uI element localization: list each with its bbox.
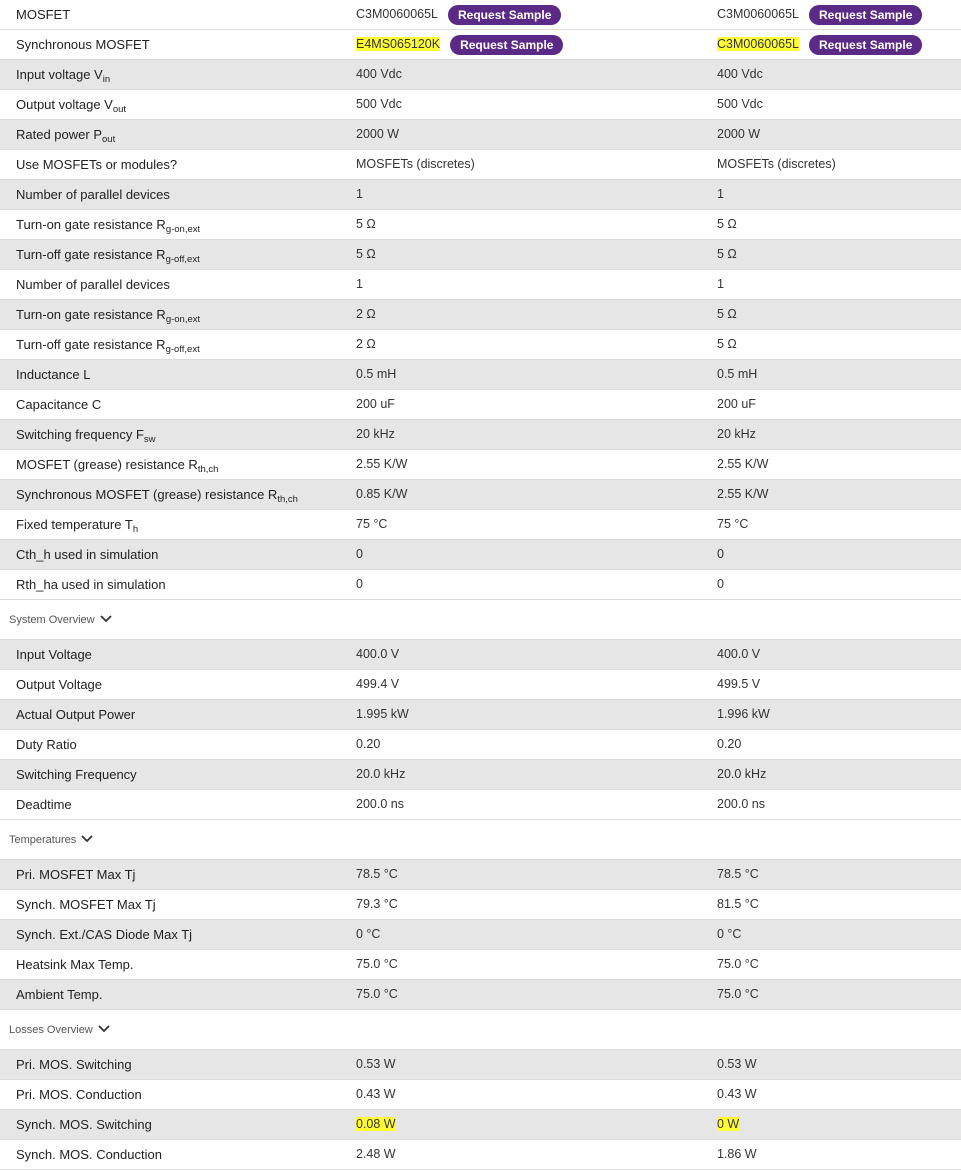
row-label-text: Fixed temperature T [16,517,133,532]
value-text: 0.85 K/W [356,487,408,501]
row-label-text: Synch. MOS. Conduction [16,1147,162,1162]
value-text: 5 Ω [717,337,737,351]
section-title [9,1024,110,1036]
row-label [16,360,90,389]
value-col-2 [717,150,836,179]
value-text: 499.5 V [717,677,761,691]
value-col-1 [356,390,395,419]
row-label-text: Synchronous MOSFET (grease) resistance R [16,487,278,502]
value-text: 75.0 °C [717,987,759,1001]
value-col-1 [356,700,409,729]
table-row [0,540,961,570]
row-label [16,730,77,759]
value-col-2 [717,570,724,599]
table-row [0,670,961,700]
row-label-subscript: out [112,104,127,115]
value-col-2 [717,730,741,759]
value-col-2 [717,1050,757,1079]
table-row [0,730,961,760]
value-col-2 [717,790,765,819]
table-row [0,180,961,210]
table-row [0,270,961,300]
value-col-1 [356,1050,396,1079]
section-title-text: System Overview [9,614,95,626]
value-col-1 [356,240,376,269]
value-text: 2.48 W [356,1147,396,1161]
section-title [9,614,112,626]
value-text: 0.43 W [356,1087,396,1101]
table-row [0,860,961,890]
value-col-2 [717,360,757,389]
value-text: 0 [356,577,363,591]
value-col-1 [356,860,398,889]
table-row [0,700,961,730]
table-row [0,640,961,670]
value-text: 1 [717,277,724,291]
row-label [16,1110,152,1139]
value-col-1 [356,950,398,979]
table-row [0,1110,961,1140]
value-text: 499.4 V [356,677,400,691]
row-label-text: MOSFET [16,7,71,22]
value-text: 20 kHz [356,427,395,441]
value-col-2 [717,540,724,569]
row-label [16,700,135,729]
value-col-2 [717,980,759,1009]
row-label-text: Output voltage V [16,97,113,112]
value-col-2 [717,640,760,669]
row-label-text: Pri. MOS. Switching [16,1057,132,1072]
value-col-1 [356,540,363,569]
section-header-temperatures[interactable] [0,820,961,860]
table-row [0,480,961,510]
value-col-1 [356,980,398,1009]
row-label [16,790,72,819]
value-col-1 [356,640,399,669]
value-text: 2.55 K/W [717,457,769,471]
value-col-2 [717,480,768,509]
value-text: 1.996 kW [717,707,770,721]
value-text: 2.55 K/W [356,457,408,471]
value-text: 5 Ω [717,247,737,261]
row-label-text: Input Voltage [16,647,92,662]
row-label [16,300,200,329]
value-col-2 [717,670,760,699]
value-col-2 [717,60,763,89]
value-col-2 [717,210,737,239]
value-text: 200.0 ns [717,797,765,811]
value-text: 200 uF [717,397,756,411]
request-sample-button[interactable]: Request Sample [809,5,922,25]
table-row [0,240,961,270]
row-label [16,210,200,239]
value-col-1 [356,510,387,539]
request-sample-button[interactable]: Request Sample [450,35,563,55]
value-col-2 [717,270,724,299]
value-text: 500 Vdc [717,97,763,111]
value-text: 5 Ω [717,307,737,321]
value-text: 1.86 W [717,1147,757,1161]
request-sample-button[interactable]: Request Sample [809,35,922,55]
row-label-subscript: g-off,ext [165,344,200,355]
row-label [16,120,115,149]
value-text: C3M0060065L [717,37,800,51]
chevron-down-icon[interactable] [76,834,93,846]
row-label [16,980,102,1009]
table-row [0,330,961,360]
value-text: 0.53 W [356,1057,396,1071]
row-label [16,480,298,509]
value-text: 0.5 mH [356,367,397,381]
value-text: 1 [717,187,724,201]
row-label [16,60,110,89]
value-col-1 [356,570,363,599]
table-row [0,450,961,480]
value-text: E4MS065120K [356,37,441,51]
value-col-2 [717,760,766,789]
value-col-1 [356,920,380,949]
value-text: 75.0 °C [356,957,398,971]
row-label-text: Synchronous MOSFET [16,37,150,52]
value-text: 1 [356,187,363,201]
row-label [16,950,134,979]
value-col-2 [717,1110,739,1139]
row-label-text: Actual Output Power [16,707,136,722]
value-text: 0.20 [717,737,742,751]
value-text: 400.0 V [717,647,761,661]
row-label-subscript: g-on,ext [165,224,201,235]
table-row [0,60,961,90]
table-row [0,0,961,30]
value-text: 1.995 kW [356,707,409,721]
value-text: 400 Vdc [356,67,402,81]
value-text: 0.43 W [717,1087,757,1101]
value-col-2 [717,30,922,59]
row-label [16,570,166,599]
value-col-1 [356,730,380,759]
value-col-1 [356,760,405,789]
value-col-1 [356,30,563,59]
table-row [0,790,961,820]
value-text: 0.53 W [717,1057,757,1071]
table-row [0,1080,961,1110]
value-text: 400.0 V [356,647,400,661]
value-text: 0 °C [717,927,742,941]
value-text: C3M0060065L [717,7,800,21]
value-col-2 [717,390,756,419]
row-label-text: Turn-on gate resistance R [16,217,166,232]
row-label-text: Input voltage V [16,67,103,82]
chevron-down-icon[interactable] [93,1024,110,1036]
value-text: 2000 W [717,127,761,141]
row-label-text: Turn-off gate resistance R [16,337,166,352]
row-label [16,1080,142,1109]
value-col-1 [356,90,402,119]
row-label-subscript: g-off,ext [165,254,200,265]
value-col-2 [717,700,770,729]
row-label-subscript: h [132,524,139,535]
value-col-1 [356,420,395,449]
table-row [0,360,961,390]
table-row [0,1050,961,1080]
value-text: 400 Vdc [717,67,763,81]
value-text: MOSFETs (discretes) [717,157,836,171]
row-label-text: Number of parallel devices [16,277,170,292]
value-text: 20.0 kHz [717,767,767,781]
row-label [16,860,135,889]
row-label [16,540,158,569]
row-label [16,1050,132,1079]
row-label-text: Synch. MOS. Switching [16,1117,152,1132]
row-label [16,270,170,299]
value-text: 2.55 K/W [717,487,769,501]
value-text: 500 Vdc [356,97,402,111]
row-label [16,30,150,59]
value-text: 5 Ω [356,247,376,261]
table-row [0,300,961,330]
value-col-1 [356,1080,396,1109]
row-label-text: MOSFET (grease) resistance R [16,457,198,472]
value-col-1 [356,150,475,179]
value-col-2 [717,1080,757,1109]
value-col-1 [356,120,399,149]
value-col-2 [717,0,922,29]
value-col-2 [717,860,759,889]
row-label-text: Use MOSFETs or modules? [16,157,178,172]
value-text: 0.5 mH [717,367,758,381]
value-col-2 [717,120,760,149]
table-row [0,30,961,60]
value-col-2 [717,420,756,449]
value-text: 0 [717,547,724,561]
value-col-1 [356,890,398,919]
row-label [16,330,200,359]
row-label [16,180,170,209]
value-col-2 [717,950,759,979]
value-col-2 [717,890,759,919]
value-text: 78.5 °C [356,867,398,881]
row-label [16,420,156,449]
row-label-text: Number of parallel devices [16,187,170,202]
value-text: 75.0 °C [717,957,759,971]
value-text: 0 [356,547,363,561]
row-label-text: Ambient Temp. [16,987,103,1002]
table-row [0,1140,961,1170]
value-text: 81.5 °C [717,897,759,911]
table-row [0,90,961,120]
value-text: 2 Ω [356,307,376,321]
value-text: 78.5 °C [717,867,759,881]
value-text: 5 Ω [356,217,376,231]
table-row [0,390,961,420]
row-label-text: Synch. Ext./CAS Diode Max Tj [16,927,193,942]
value-text: 79.3 °C [356,897,398,911]
row-label [16,240,200,269]
value-text: 1 [356,277,363,291]
value-text: 2 Ω [356,337,376,351]
value-text: 20 kHz [717,427,756,441]
value-col-1 [356,0,561,29]
value-col-1 [356,670,399,699]
value-text: 200.0 ns [356,797,404,811]
value-col-1 [356,790,404,819]
row-label-text: Switching Frequency [16,767,137,782]
value-text: 0 °C [356,927,381,941]
value-text: 75 °C [356,517,388,531]
table-row [0,510,961,540]
value-col-2 [717,240,737,269]
value-text: 0.20 [356,737,381,751]
table-row [0,150,961,180]
chevron-down-icon[interactable] [95,614,112,626]
table-row [0,420,961,450]
value-text: 0 W [717,1117,740,1131]
value-col-2 [717,510,748,539]
section-title [9,834,93,846]
table-row [0,120,961,150]
row-label-text: Inductance L [16,367,91,382]
value-col-1 [356,1110,396,1139]
value-text: 0.08 W [356,1117,396,1131]
value-text: 75 °C [717,517,749,531]
row-label-text: Rth_ha used in simulation [16,577,166,592]
value-text: 0 [717,577,724,591]
value-col-1 [356,180,363,209]
table-row [0,980,961,1010]
value-col-1 [356,60,402,89]
value-col-1 [356,270,363,299]
value-col-2 [717,300,737,329]
value-text: 20.0 kHz [356,767,406,781]
row-label [16,510,138,539]
value-col-2 [717,450,768,479]
value-text: 5 Ω [717,217,737,231]
value-col-1 [356,480,407,509]
row-label [16,760,137,789]
value-text: 2000 W [356,127,400,141]
value-col-2 [717,90,763,119]
row-label [16,890,156,919]
row-label-subscript: out [102,134,116,145]
table-row [0,920,961,950]
row-label [16,390,101,419]
section-title-text: Temperatures [9,834,77,846]
value-text: 200 uF [356,397,395,411]
row-label-subscript: th,ch [277,494,298,505]
row-label-text: Pri. MOSFET Max Tj [16,867,136,882]
value-col-1 [356,450,407,479]
value-col-2 [717,330,737,359]
value-col-1 [356,210,376,239]
table-row [0,760,961,790]
row-label [16,640,92,669]
row-label [16,0,70,29]
row-label [16,450,218,479]
value-text: 75.0 °C [356,987,398,1001]
value-col-2 [717,920,741,949]
row-label [16,90,126,119]
row-label-subscript: g-on,ext [165,314,201,325]
row-label-text: Cth_h used in simulation [16,547,159,562]
row-label-subscript: th,ch [197,464,219,475]
row-label-text: Turn-on gate resistance R [16,307,166,322]
row-label-text: Duty Ratio [16,737,77,752]
value-col-1 [356,300,376,329]
row-label-text: Heatsink Max Temp. [16,957,134,972]
section-header-system-overview[interactable] [0,600,961,640]
table-row [0,890,961,920]
row-label-text: Capacitance C [16,397,102,412]
table-row [0,570,961,600]
section-header-losses-overview[interactable] [0,1010,961,1050]
value-text: MOSFETs (discretes) [356,157,475,171]
value-col-1 [356,360,396,389]
row-label [16,670,102,699]
table-row [0,210,961,240]
row-label-text: Pri. MOS. Conduction [16,1087,142,1102]
row-label-text: Output Voltage [16,677,103,692]
row-label-subscript: sw [143,434,156,445]
value-col-2 [717,180,724,209]
row-label-text: Switching frequency F [16,427,144,442]
row-label-text: Turn-off gate resistance R [16,247,166,262]
request-sample-button[interactable]: Request Sample [448,5,561,25]
value-col-1 [356,330,376,359]
row-label-text: Deadtime [16,797,72,812]
section-title-text: Losses Overview [9,1024,93,1036]
row-label-text: Rated power P [16,127,102,142]
row-label-text: Synch. MOSFET Max Tj [16,897,156,912]
table-row [0,950,961,980]
row-label [16,920,192,949]
row-label-subscript: in [102,74,111,85]
value-text: C3M0060065L [356,7,439,21]
row-label [16,150,177,179]
